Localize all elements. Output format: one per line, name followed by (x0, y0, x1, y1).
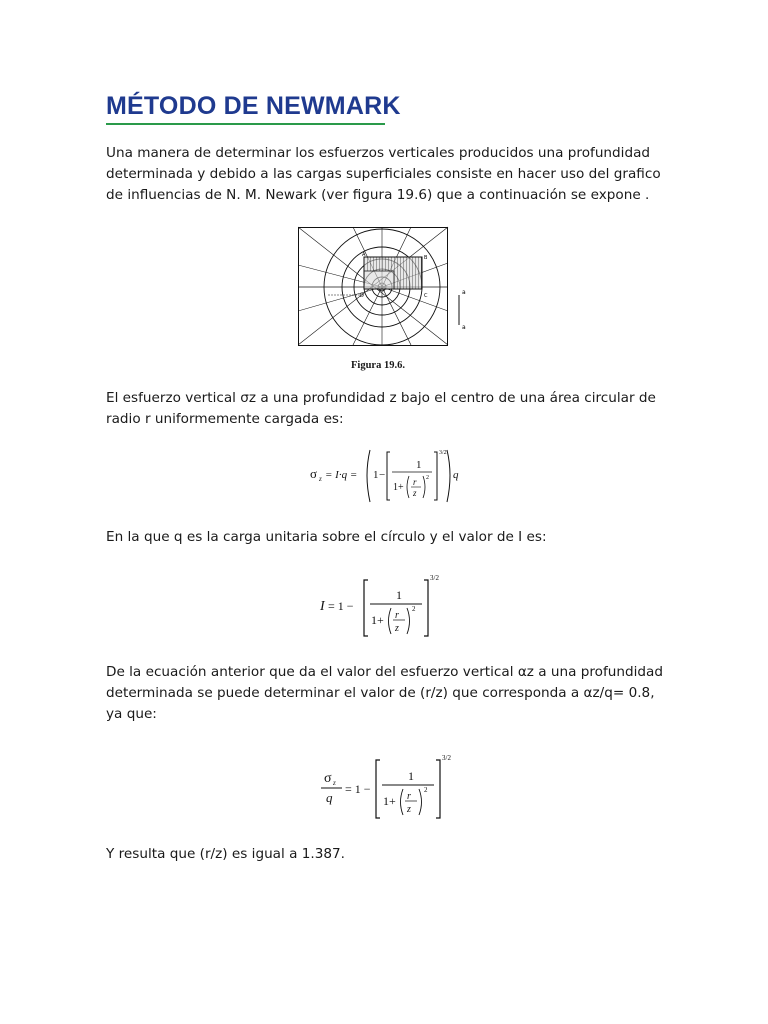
eq3-r: r (407, 791, 411, 802)
eq3-den-one: 1+ (383, 794, 396, 808)
eq1-one: 1 (373, 469, 379, 481)
label-a-bottom: a (462, 324, 466, 331)
eq1-sigma-sub: z (319, 475, 322, 483)
eq1-q: q (453, 469, 459, 481)
eq1-num: 1 (416, 459, 422, 471)
label-B: B (424, 255, 428, 261)
eq2-square: 2 (412, 605, 416, 613)
eq1-exp: 3/2 (439, 450, 447, 456)
eq2-I: I (320, 599, 325, 614)
eq2-num: 1 (396, 588, 402, 602)
eq1-sigma: σ (310, 466, 318, 481)
eq3-z: z (407, 804, 411, 815)
equation-3 (318, 752, 468, 827)
equation-1 (308, 440, 468, 515)
eq2-den-one: 1+ (371, 613, 384, 627)
intro-line-3: de influencias de N. M. Newark (ver figura 19.6) que a continuación se expone . (106, 187, 650, 203)
eq1-square: 2 (426, 475, 429, 481)
figure-caption: Figura 19.6. (351, 360, 405, 371)
eq1-minus: − (379, 469, 386, 481)
eq3-exp: 3/2 (442, 754, 451, 762)
page-title: MÉTODO DE NEWMARK (106, 92, 401, 120)
eq1-mid: = I·q = (325, 469, 358, 481)
eq3-q: q (326, 790, 333, 805)
label-A: A (362, 252, 366, 258)
paragraph-2-line-2: radio r uniformemente cargada es: (106, 411, 344, 427)
eq2-z: z (395, 623, 399, 634)
eq2-r: r (395, 610, 399, 621)
paragraph-2-line-1: El esfuerzo vertical σz a una profundidad z bajo el centro de una área circular de (106, 390, 656, 406)
label-C: C (424, 293, 428, 299)
eq3-eq: = 1 − (345, 782, 371, 796)
paragraph-3: En la que q es la carga unitaria sobre el círculo y el valor de I es: (106, 529, 547, 545)
paragraph-4-line-1: De la ecuación anterior que da el valor del esfuerzo vertical αz a una profundidad (106, 664, 664, 680)
eq3-num: 1 (408, 769, 414, 783)
label-D: D (360, 293, 364, 299)
title-underline (106, 123, 385, 125)
eq3-sigma: σ (324, 771, 332, 786)
intro-line-2: determinada y debido a las cargas superficiales consiste en hacer uso del grafico (106, 166, 661, 182)
eq3-square: 2 (424, 786, 428, 794)
eq2-eq: = 1 − (328, 599, 354, 613)
eq1-r: r (413, 477, 417, 487)
equation-2 (318, 570, 458, 645)
newmark-chart (298, 225, 478, 365)
newmark-chart-figure (298, 225, 478, 375)
label-a-top: a (462, 289, 466, 296)
eq1-z: z (413, 488, 417, 498)
eq1-den-one: 1+ (393, 482, 404, 493)
eq2-exp: 3/2 (430, 574, 439, 582)
paragraph-5: Y resulta que (r/z) es igual a 1.387. (106, 846, 345, 862)
paragraph-4-line-3: ya que: (106, 706, 157, 722)
eq3-sigma-sub: z (333, 779, 336, 787)
paragraph-4-line-2: determinada se puede determinar el valor de (r/z) que corresponda a αz/q= 0.8, (106, 685, 655, 701)
intro-line-1: Una manera de determinar los esfuerzos verticales producidos una profundidad (106, 145, 651, 161)
